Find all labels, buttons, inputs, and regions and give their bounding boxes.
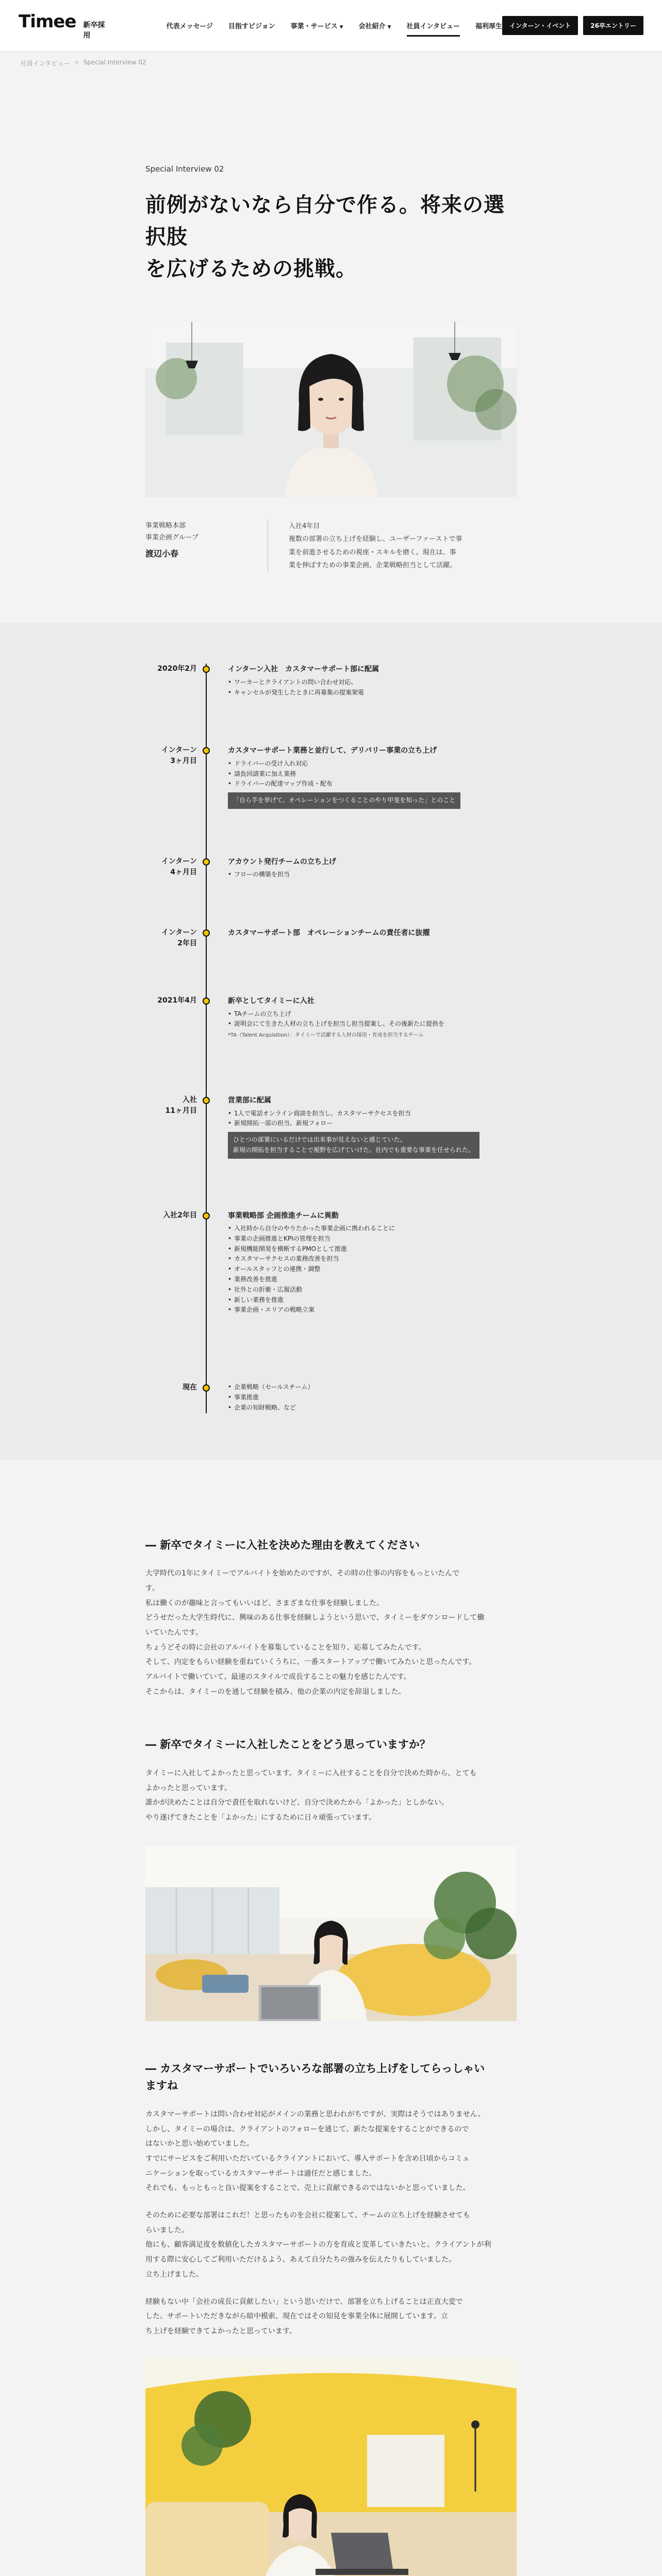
timeline-dot [203, 929, 210, 937]
timeline-date: インターン 4ヶ月目 [161, 857, 197, 876]
nav-item-company-label: 会社紹介 [358, 23, 386, 30]
header-buttons [502, 16, 643, 35]
profile-department: 事業戦略本部 [145, 522, 186, 530]
timeline-list-item: • 新規機能開発を横断するPMOとして推進 [228, 1244, 517, 1255]
answer-line: やり遂げてきたことを「よかった」にするために日々頑張っています。 [145, 1814, 376, 1822]
logo-subtitle: 新卒採用 [83, 21, 105, 40]
question-heading: ― 新卒でタイミーに入社したことをどう思っていますか？ [145, 1738, 431, 1751]
timeline-list [228, 1382, 517, 1413]
portrait-illustration [145, 322, 517, 497]
question-heading-line1: ― カスタマーサポートでいろいろな部署の立ち上げをしてらっしゃい [145, 2062, 485, 2075]
nav-item-business-label: 事業・サービス [290, 23, 338, 30]
nav-item-message[interactable]: 代表メッセージ [166, 23, 213, 30]
page-title [145, 189, 517, 285]
career-timeline-section [0, 622, 662, 1459]
timeline-heading: カスタマーサポート業務と並行して、デリバリー事業の立ち上げ [228, 747, 437, 755]
nav-item-interview[interactable]: 社員インタビュー [407, 1, 460, 50]
timeline-heading: 新卒としてタイミーに入社 [228, 997, 315, 1006]
timeline-dot [203, 997, 210, 1005]
timeline-list-item: • TAチームの立ち上げ [228, 1009, 517, 1020]
profile-name: 渡辺小春 [145, 548, 179, 558]
timeline-item [145, 1382, 517, 1413]
answer-line: 大学時代の1年にタイミーでアルバイトを始めたのですが、その時の仕事の内容をもっといたんで [145, 1569, 460, 1578]
timeline-body [228, 664, 517, 698]
timeline-list [228, 759, 517, 789]
answer-line: すでにサービスをご利用いただいているクライアントにおいて、導入サポートを含め日頃からコミュ [145, 2155, 470, 2163]
timeline-dot [203, 1384, 210, 1392]
timeline-date: 入社 11ヶ月目 [165, 1096, 197, 1115]
answer-line: そして、内定をもらい経験を重ねていくうちに、一番スタートアップで働いてみたいと思ったんです。 [145, 1658, 476, 1667]
timeline-date: 現在 [183, 1383, 197, 1392]
office-photo-yellow-wall [145, 2358, 517, 2576]
timeline-list [228, 677, 517, 698]
logo-wordmark[interactable]: Timee [19, 11, 76, 32]
answer-line: 立ち上げました。 [145, 2270, 203, 2279]
global-nav [167, 1, 502, 50]
answer-paragraph [145, 2208, 517, 2282]
timeline-list-item: • オールスタッフとの連携・調整 [228, 1264, 517, 1275]
answer-line: らいました。 [145, 2226, 189, 2234]
question-heading-line2: ますね [145, 2079, 178, 2092]
nav-item-company[interactable] [359, 1, 391, 50]
timeline-list-item: • 新しい業務を推進 [228, 1295, 517, 1306]
answer-line: しかし、タイミーの場合は、クライアントのフォローを通じて、新たな提案をすることができるので [145, 2125, 469, 2133]
timeline-list-item: • 事業企画・エリアの戦略立案 [228, 1305, 517, 1315]
timeline-date: 入社2年目 [163, 1211, 197, 1219]
nav-item-business[interactable] [291, 1, 343, 50]
timeline-quote: 「自ら手を挙げて、オペレーションをつくることのやり甲斐を知った」とのこと [228, 792, 460, 809]
timeline-list-item: • 事業推進 [228, 1393, 517, 1403]
answer-line: アルバイトで働いていて、最速のスタイルで成長することの魅力を感じたんです。 [145, 1673, 411, 1682]
profile [145, 520, 517, 572]
page-title-line2: を広げるための挑戦。 [145, 257, 357, 281]
timeline-list-item: • 企業の知財戦略、など [228, 1403, 517, 1413]
breadcrumb-separator: > [74, 59, 79, 66]
breadcrumb-current: Special Interview 02 [83, 59, 146, 66]
timeline-date: インターン 2年目 [161, 928, 197, 948]
timeline-heading: カスタマーサポート部 オペレーションチームの責任者に抜擢 [228, 929, 430, 938]
answer-line: ち上げを経験できてよかったと思っています。 [145, 2327, 296, 2335]
answer-line: そこからは、タイミーのを通して経験を積み、他の企業の内定を辞退しました。 [145, 1687, 406, 1696]
answer-line: よかったと思っています。 [145, 1784, 231, 1792]
profile-bio-line: 入社4年目 [289, 522, 320, 530]
profile-bio-line: 複数の部署の立ち上げを経験し、ユーザーファーストで事 [289, 535, 462, 544]
profile-bio-line: 業を伸ばすための事業企画、企業戦略担当として活躍。 [289, 562, 457, 570]
timeline-body [228, 856, 517, 880]
answer-line: 誰かが決めたことは自分で責任を取れないけど、自分で決めたから「よかった」としかない。 [145, 1799, 449, 1807]
profile-bio [268, 520, 516, 572]
timeline-body [228, 927, 517, 949]
breadcrumb-link-interview[interactable]: 社員インタビュー [21, 60, 70, 67]
career-timeline [145, 664, 517, 1413]
nav-item-benefits[interactable]: 福利厚生 [475, 23, 503, 30]
timeline-body [228, 1095, 517, 1159]
timeline-quote: ひとつの部署にいるだけでは出来事が見えないと感じていた。 新規の開拓を担当することで視野を広げていけた。社内でも重要な事業を任せられた。 [228, 1132, 479, 1159]
profile-bio-line: 業を前進させるための視座・スキルを磨く。現在は、事 [289, 548, 456, 556]
chevron-down-icon: ▼ [339, 25, 343, 30]
question-heading [145, 2060, 517, 2095]
timeline-heading: アカウント発行チームの立ち上げ [228, 857, 336, 866]
answer-paragraph [145, 2295, 517, 2339]
answer-line: いていたんです。 [145, 1628, 203, 1637]
answer-line: タイミーに入社してよかったと思っています。タイミーに入社することを自分で決めた時から、とても [145, 1769, 477, 1778]
timeline-list-item: • 入社時から自分のやりたかった事業企画に携われることに [228, 1224, 517, 1234]
intern-event-button[interactable]: インターン・イベント [502, 16, 578, 35]
timeline-body [228, 745, 517, 809]
timeline-body [228, 1382, 517, 1413]
timeline-list-item: • カスタマーサクセスの業務改善を担当 [228, 1254, 517, 1264]
answer-line: カスタマーサポートは問い合わせ対応がメインの業務と思われがちですが、実際はそうではありません。 [145, 2110, 485, 2119]
timeline-list-item: • キャンセルが発生したときに再募集の提案架電 [228, 688, 517, 698]
timeline-list-item: • ワーカーとクライアントの問い合わせ対応、 [228, 677, 517, 688]
entry-button[interactable]: 26卒エントリー [583, 16, 643, 35]
timeline-item [145, 1095, 517, 1159]
timeline-date: インターン 3ヶ月目 [161, 746, 197, 766]
timeline-list [228, 1109, 517, 1129]
timeline-dot [203, 1212, 210, 1219]
timeline-list-item: • 新規開拓一部の担当、新規フォロー [228, 1118, 517, 1129]
timeline-body [228, 1210, 517, 1316]
chevron-down-icon: ▼ [387, 25, 391, 30]
timeline-heading: インターン入社 カスタマーサポート部に配属 [228, 665, 379, 674]
profile-group: 事業企画グループ [145, 534, 198, 542]
timeline-date: 2020年2月 [157, 665, 197, 673]
answer-line: そのために必要な部署はこれだ！と思ったものを会社に提案して、チームの立ち上げを経験させても [145, 2211, 470, 2220]
timeline-list [228, 870, 517, 880]
answer-line: ニケーションを取っているカスタマーサポートは適任だと感じました。 [145, 2169, 376, 2178]
timeline-list-item: • 社外との折衝・広報活動 [228, 1285, 517, 1295]
timeline-dot [203, 747, 210, 754]
answer-paragraph [145, 1766, 517, 1825]
timeline-item [145, 1210, 517, 1316]
timeline-item [145, 927, 517, 949]
answer-paragraph [145, 2107, 517, 2196]
interview-kicker: Special Interview 02 [145, 164, 224, 174]
timeline-item [145, 856, 517, 880]
hero [145, 75, 517, 572]
answer-line: それでも、もっともっと良い提案をすることで、売上に貢献できるのではないかと思っていました。 [145, 2184, 470, 2193]
answer-line: 他にも、顧客満足度を数値化したカスタマーサポートの方を育成と変革していきたいと。クライアントが利 [145, 2241, 491, 2249]
answer-paragraph [145, 1566, 517, 1699]
timeline-list [228, 1224, 517, 1315]
nav-item-vision[interactable]: 目指すビジョン [228, 23, 275, 30]
timeline-list-item: • ドライバーの配達マップ作成・配布 [228, 779, 517, 789]
answer-line: 私は働くのが趣味と言ってもいいほど、さまざまな仕事を経験しました。 [145, 1599, 384, 1607]
timeline-list-item: • 1人で電話オンライン商談を担当し、カスタマーサクセスを担当 [228, 1109, 517, 1119]
logo[interactable] [19, 11, 110, 40]
site-header [0, 0, 662, 52]
office-photo-laptop [145, 1846, 517, 2021]
timeline-list-item: • 事業の企画推進とKPIの管理を担当 [228, 1234, 517, 1244]
timeline-footnote: *TA（Talent Acquisition）：タイミーで活躍する人材の採用・育成を担当するチーム [228, 1032, 424, 1039]
question-heading: ― 新卒でタイミーに入社を決めた理由を教えてください [145, 1538, 420, 1551]
interview-article [145, 1460, 517, 2576]
page-title-line1: 前例がないなら自分で作る。将来の選択肢 [145, 193, 505, 249]
timeline-dot [203, 1097, 210, 1104]
timeline-body [228, 995, 517, 1038]
timeline-list-item: • ドライバーの受け入れ対応 [228, 759, 517, 769]
timeline-item [145, 995, 517, 1038]
timeline-list-item: • フローの構築を担当 [228, 870, 517, 880]
timeline-heading: 営業部に配属 [228, 1096, 271, 1105]
timeline-dot [203, 858, 210, 866]
timeline-dot [203, 666, 210, 673]
timeline-heading: 事業戦略部 企画推進チームに異動 [228, 1211, 339, 1220]
office-illustration [145, 1846, 517, 2021]
timeline-list-item: • 業務改善を推進 [228, 1275, 517, 1285]
answer-line: した。サポートいただきながら暗中模索、現在ではその知見を事業全体に展開しています。立 [145, 2312, 448, 2321]
answer-line: 経験もない中「会社の成長に貢献したい」という思いだけで、部署を立ち上げることは正直大変で [145, 2297, 463, 2306]
yellow-office-illustration [145, 2358, 517, 2576]
timeline-date: 2021年4月 [157, 996, 197, 1005]
hero-portrait-photo [145, 322, 517, 497]
timeline-list-item: • 請負回請業に加え業務 [228, 769, 517, 779]
profile-identity [145, 520, 268, 572]
timeline-list-item: • 説明会にて生きた人材の立ち上げを担当し担当提案し、その後新たに提供を [228, 1019, 517, 1029]
answer-line: ちょうどその時に会社のアルバイトを募集していることを知り、応募してみたんです。 [145, 1643, 426, 1652]
answer-line: はないかと思い始めていました。 [145, 2140, 254, 2148]
timeline-list-item: • 企業戦略（セールスチーム） [228, 1382, 517, 1393]
answer-line: 用する際に安心してご利用いただけるよう、あえて自分たちの強みを伝えたりもしていました。 [145, 2256, 456, 2264]
answer-line: す。 [145, 1584, 159, 1592]
breadcrumb [0, 52, 662, 75]
timeline-item [145, 664, 517, 698]
timeline-list [228, 1009, 517, 1030]
answer-line: どうせだった大学生時代に、興味のある仕事を経験しようという思いで、タイミーをダウンロードして働 [145, 1614, 485, 1622]
timeline-item [145, 745, 517, 809]
